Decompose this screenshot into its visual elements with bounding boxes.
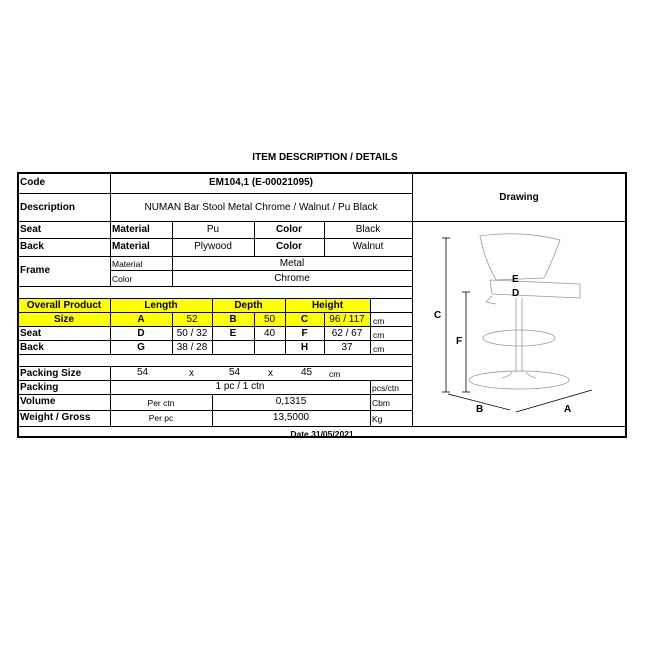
seat-label: Seat [20,224,42,235]
packing-size-l: 54 [137,367,149,378]
row-line [18,193,412,194]
code-label: Code [20,177,45,188]
back-label: Back [20,241,44,252]
dim-h-label: H [300,342,309,353]
overall-size-line1: Overall Product [26,300,102,311]
dim-a-value: 52 [186,314,198,325]
packing-size-w: 54 [229,367,241,378]
row-line [18,410,412,411]
dim-f-label: F [301,328,308,339]
volume-label: Volume [20,396,56,407]
row-line [18,298,412,299]
stool-footrest [483,330,555,346]
seat-material-value: Pu [206,224,220,235]
volume-value: 0,1315 [275,396,307,407]
back-material-label: Material [112,241,150,252]
frame-material-value: Metal [279,258,305,269]
dim-g-value: 38 / 28 [176,342,208,353]
packing-value: 1 pc / 1 ctn [215,381,265,392]
weight-unit: Kg [372,414,383,424]
packing-size-x1: x [189,368,194,379]
drawing-label-e: E [512,274,519,285]
row-line [18,366,412,367]
frame-color-value: Chrome [274,273,310,284]
row-line [18,312,412,313]
packing-size-unit: cm [329,369,341,379]
bar-stool-drawing [412,222,626,426]
row-line [18,380,412,381]
dim-e-label: E [229,328,237,339]
seat-color-value: Black [355,224,381,235]
col-line [370,380,371,426]
drawing-label-c: C [434,310,442,321]
row-line [110,270,412,271]
row-line [18,340,412,341]
stool-base [469,371,569,389]
row-line [18,326,412,327]
dim-c-label: C [300,314,309,325]
frame-color-label: Color [112,274,133,284]
back-dims-label: Back [20,342,44,353]
row-line [18,256,412,257]
back-color-label: Color [275,241,303,252]
stool-backrest [480,234,560,280]
dim-e-value: 40 [263,328,276,339]
col-line [110,173,111,286]
dim-h-value: 37 [341,342,353,353]
packing-size-h: 45 [301,367,313,378]
dim-d-label: D [137,328,145,339]
dim-b-value: 50 [263,314,276,325]
seat-color-label: Color [275,224,303,235]
weight-basis: Per pc [148,413,174,423]
height-header: Height [311,300,344,311]
dim-f-value: 62 / 67 [331,328,363,339]
code-value: EM104,1 (E-00021095) [209,177,313,188]
packing-size-label: Packing Size [20,368,82,379]
depth-header: Depth [234,300,263,311]
description-value: NUMAN Bar Stool Metal Chrome / Walnut / Pu Black [144,202,378,213]
row-line [18,286,412,287]
back-color-value: Walnut [352,241,384,252]
drawing-title: Drawing [499,192,539,203]
col-line [370,298,371,354]
date-stamp: Date 31/05/2021 [290,429,354,439]
seat-dims-label: Seat [20,328,42,339]
row-line [18,238,412,239]
packing-label: Packing [20,382,59,393]
frame-material-label: Material [112,259,143,269]
back-material-value: Plywood [194,241,232,252]
volume-unit: Cbm [372,398,390,408]
dim-b-label: B [229,314,237,325]
overall-unit: cm [373,316,385,326]
dim-a-label: A [137,314,145,325]
sheet-title: ITEM DESCRIPTION / DETAILS [252,152,398,163]
seat-dims-unit: cm [373,330,385,340]
length-header: Length [144,300,178,311]
drawing-label-f: F [456,336,463,347]
packing-size-x2: x [268,368,273,379]
drawing-label-b: B [476,404,484,415]
back-dims-unit: cm [373,344,385,354]
overall-size-line2: Size [53,314,74,325]
row-line [18,426,626,427]
dim-c-value: 96 / 117 [329,314,365,325]
weight-value: 13,5000 [272,412,310,423]
row-line [18,394,412,395]
seat-material-label: Material [112,224,150,235]
dim-line-a [516,390,592,412]
drawing-label-a: A [564,404,572,415]
row-line [18,354,412,355]
drawing-label-d: D [512,288,520,299]
frame-label: Frame [20,265,51,276]
dim-g-label: G [137,342,145,353]
packing-unit: pcs/ctn [372,383,399,393]
stool-seat [490,280,580,298]
dim-d-value: 50 / 32 [176,328,208,339]
weight-label: Weight / Gross [20,412,91,423]
description-label: Description [20,202,76,213]
volume-basis: Per ctn [147,398,175,408]
